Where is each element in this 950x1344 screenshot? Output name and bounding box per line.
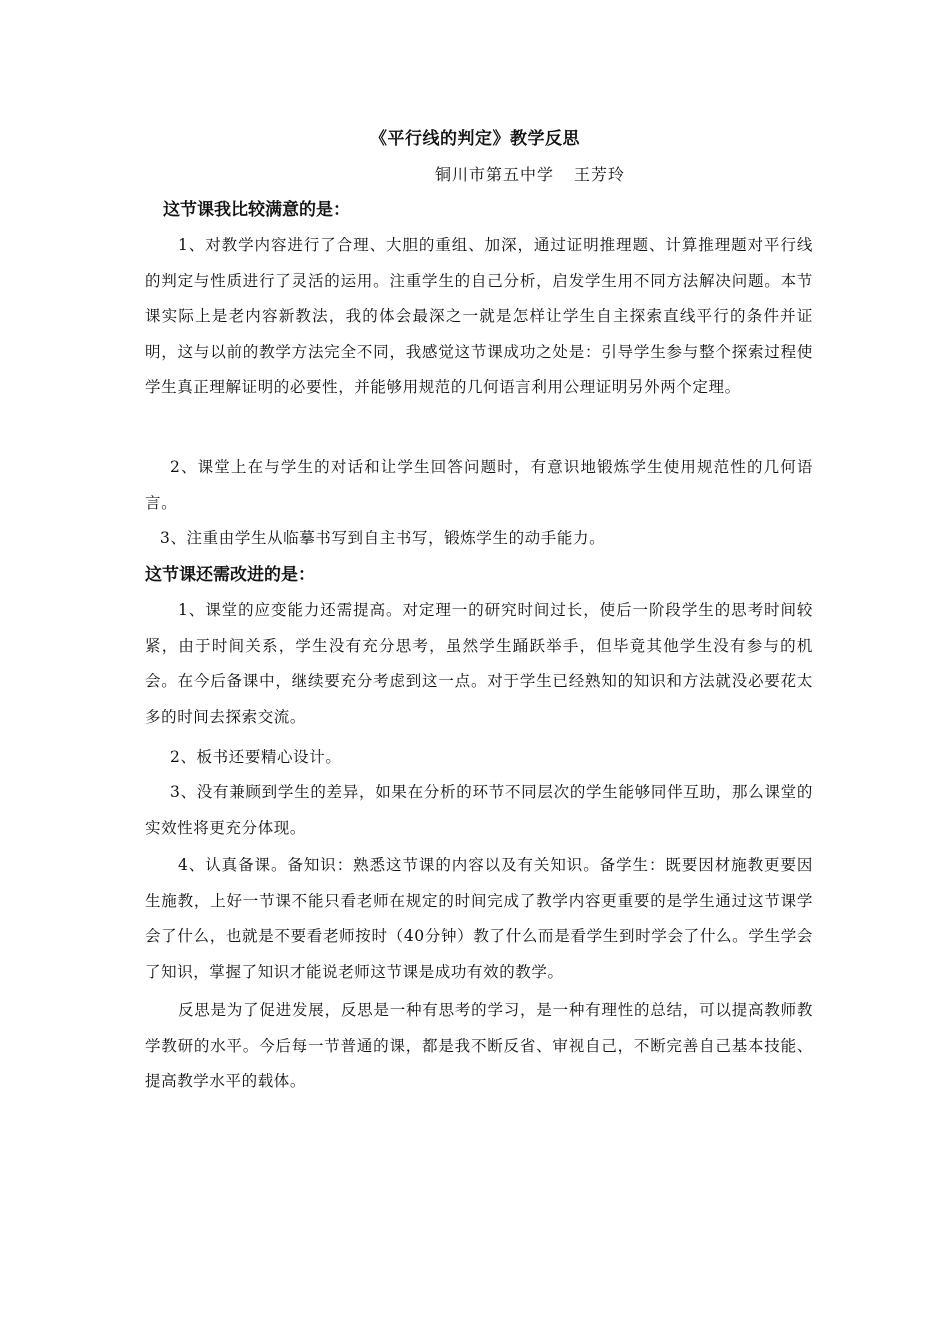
paragraph-improve-2: 2、板书还要精心设计。 xyxy=(170,748,342,766)
document-title: 《平行线的判定》教学反思 xyxy=(370,129,580,149)
section-heading-satisfied: 这节课我比较满意的是： xyxy=(163,200,350,220)
paragraph-improve-4: 4、认真备课。备知识：熟悉这节课的内容以及有关知识。备学生：既要因材施教更要因生施教，上好一节课不能只看老师在规定的时间完成了教学内容更重要的是学生通过这节课学会了什么，也就是不要看老师按时（40分钟）教了什么而是看学生到时学会了什么。学生学会了知识，掌握了知识才能说老师这节课是成功有效的教学。 xyxy=(145,856,813,981)
paragraph-satisfied-1: 1、对教学内容进行了合理、大胆的重组、加深，通过证明推理题、计算推理题对平行线的判定与性质进行了灵活的运用。注重学生的自己分析，启发学生用不同方法解决问题。本节课实际上是老内容新教法，我的体会最深之一就是怎样让学生自主探索直线平行的条件并证明，这与以前的教学方法完全不同，我感觉这节课成功之处是：引导学生参与整个探索过程使学生真正理解证明的必要性，并能够用规范的几何语言利用公理证明另外两个定理。 xyxy=(145,236,813,396)
paragraph-satisfied-3: 3、注重由学生从临摹书写到自主书写，锻炼学生的动手能力。 xyxy=(160,529,606,547)
paragraph-satisfied-2: 2、课堂上在与学生的对话和让学生回答问题时，有意识地锻炼学生使用规范性的几何语言。 xyxy=(145,458,813,512)
author-school: 铜川市第五中学 xyxy=(434,165,554,184)
paragraph-improve-3: 3、没有兼顾到学生的差异，如果在分析的环节不同层次的学生能够同伴互助，那么课堂的实效性将更充分体现。 xyxy=(145,783,813,837)
section-heading-improve: 这节课还需改进的是： xyxy=(145,565,315,585)
author-line xyxy=(0,164,950,186)
paragraph-improve-1: 1、课堂的应变能力还需提高。对定理一的研究时间过长，使后一阶段学生的思考时间较紧，由于时间关系，学生没有充分思考，虽然学生踊跃举手，但毕竟其他学生没有参与的机会。在今后备课中，继续要充分考虑到这一点。对于学生已经熟知的知识和方法就没必要花太多的时间去探索交流。 xyxy=(145,601,813,726)
author-name: 王芳玲 xyxy=(574,165,626,184)
paragraph-conclusion: 反思是为了促进发展，反思是一种有思考的学习，是一种有理性的总结，可以提高教师教学教研的水平。今后每一节普通的课，都是我不断反省、审视自己，不断完善自己基本技能、提高教学水平的载体。 xyxy=(145,1001,813,1090)
